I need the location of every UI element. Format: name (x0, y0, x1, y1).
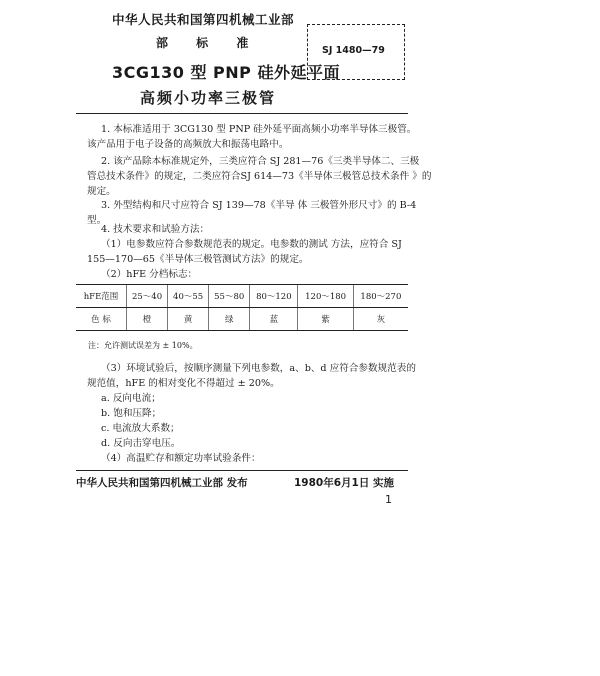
para2-line1: 2. 该产品除本标准规定外，三类应符合 SJ 281—76《三类半导体二、三极 (101, 156, 420, 167)
para4-line2: 155—170—65《半导体三极管测试方法》的规定。 (87, 254, 309, 265)
issuing-ministry: 中华人民共和国第四机械工业部 (112, 12, 295, 27)
para4-line3: （2）hFE 分档标志： (101, 269, 198, 280)
page-number: 1 (385, 493, 392, 506)
list-item: a. 反向电流； (101, 393, 161, 404)
para4-line1: （1）电参数应符合参数规范表的规定。电参数的测试 方法，应符合 SJ (101, 239, 402, 250)
para5-line2: 规范值，hFE 的相对变化不得超过 ± 20%。 (87, 378, 280, 389)
table-cell: 25～40 (127, 285, 168, 308)
para2-line2: 管总技术条件》的规定，二类应符合SJ 614—73《半导体三极管总技术条件 》的 (87, 171, 432, 182)
table-cell: 橙 (127, 308, 168, 331)
list-item: c. 电流放大系数； (101, 423, 180, 434)
table-row (76, 308, 408, 331)
effective-date: 1980年6月1日 实施 (294, 477, 394, 489)
list-item: d. 反向击穿电压。 (101, 438, 181, 449)
table-cell: 180～270 (353, 285, 408, 308)
table-row-label: hFE范围 (76, 285, 127, 308)
standard-type: 部 标 准 (156, 36, 249, 50)
table-cell: 绿 (209, 308, 250, 331)
standard-number-box (307, 24, 405, 80)
issuer-line: 中华人民共和国第四机械工业部 发布 (76, 477, 248, 489)
document-title-line1: 3CG130 型 PNP 硅外延平面 (112, 63, 340, 82)
document-title-line2: 高频小功率三极管 (140, 89, 277, 107)
table-cell: 黄 (168, 308, 209, 331)
para4-heading: 4. 技术要求和试验方法： (101, 224, 210, 235)
table-note: 注：允许测试误差为 ± 10%。 (88, 341, 198, 350)
table-row (76, 285, 408, 308)
hfe-color-table (76, 284, 408, 331)
para5-line1: （3）环境试验后，按顺序测量下列电参数，a、b、d 应符合参数规范表的 (101, 363, 416, 374)
table-cell: 80～120 (250, 285, 298, 308)
footer-rule (76, 470, 408, 471)
table-row-label: 色 标 (76, 308, 127, 331)
table-cell: 120～180 (298, 285, 353, 308)
para3-line2: 型。 (87, 215, 107, 226)
para1-line2: 该产品用于电子设备的高频放大和振荡电路中。 (87, 139, 289, 150)
para2-line3: 规定。 (87, 186, 116, 197)
table-cell: 紫 (298, 308, 353, 331)
para1-line1: 1. 本标准适用于 3CG130 型 PNP 硅外延平面高频小功率半导体三极管。 (101, 124, 417, 135)
para3-line1: 3. 外型结构和尺寸应符合 SJ 139—78《半导 体 三极管外形尺寸》的 B-4 (101, 200, 417, 211)
table-cell: 55～80 (209, 285, 250, 308)
table-cell: 蓝 (250, 308, 298, 331)
para6: （4）高温贮存和额定功率试验条件： (101, 453, 261, 464)
standard-number: SJ 1480—79 (322, 45, 385, 56)
header-rule (76, 113, 408, 114)
table-cell: 灰 (353, 308, 408, 331)
table-cell: 40～55 (168, 285, 209, 308)
list-item: b. 饱和压降； (101, 408, 162, 419)
